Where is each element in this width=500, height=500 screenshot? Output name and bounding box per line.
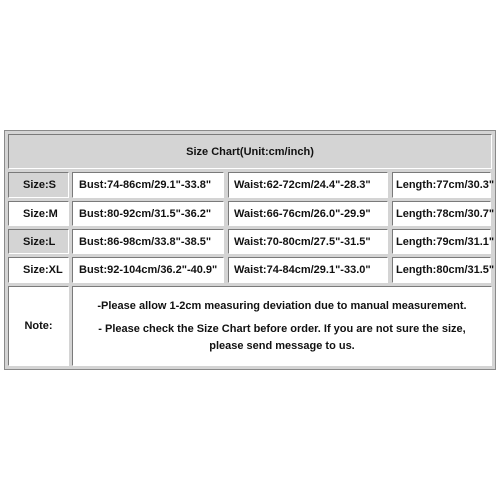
length-cell-s: Length:77cm/30.3"	[392, 172, 491, 198]
size-cell-l: Size:L	[8, 229, 69, 254]
length-cell-l: Length:79cm/31.1"	[392, 229, 491, 254]
bust-cell-m: Bust:80-92cm/31.5"-36.2"	[72, 201, 224, 226]
size-cell-s: Size:S	[8, 172, 69, 198]
size-chart-title: Size Chart(Unit:cm/inch)	[8, 134, 492, 169]
bust-cell-xl: Bust:92-104cm/36.2"-40.9"	[72, 257, 224, 283]
length-cell-xl: Length:80cm/31.5"	[392, 257, 491, 283]
size-cell-m: Size:M	[8, 201, 69, 226]
note-label: Note:	[8, 286, 69, 366]
note-line-deviation: -Please allow 1-2cm measuring deviation due to manual measurement.	[97, 299, 467, 312]
note-line-check-size: - Please check the Size Chart before order. If you are not sure the size, please send message to us.	[98, 322, 466, 352]
waist-cell-m: Waist:66-76cm/26.0"-29.9"	[228, 201, 388, 226]
size-cell-xl: Size:XL	[8, 257, 69, 283]
waist-cell-l: Waist:70-80cm/27.5"-31.5"	[228, 229, 388, 254]
length-cell-m: Length:78cm/30.7"	[392, 201, 491, 226]
size-chart-table	[4, 130, 496, 370]
bust-cell-s: Bust:74-86cm/29.1"-33.8"	[72, 172, 224, 198]
note-body	[72, 286, 492, 366]
waist-cell-s: Waist:62-72cm/24.4"-28.3"	[228, 172, 388, 198]
waist-cell-xl: Waist:74-84cm/29.1"-33.0"	[228, 257, 388, 283]
bust-cell-l: Bust:86-98cm/33.8"-38.5"	[72, 229, 224, 254]
